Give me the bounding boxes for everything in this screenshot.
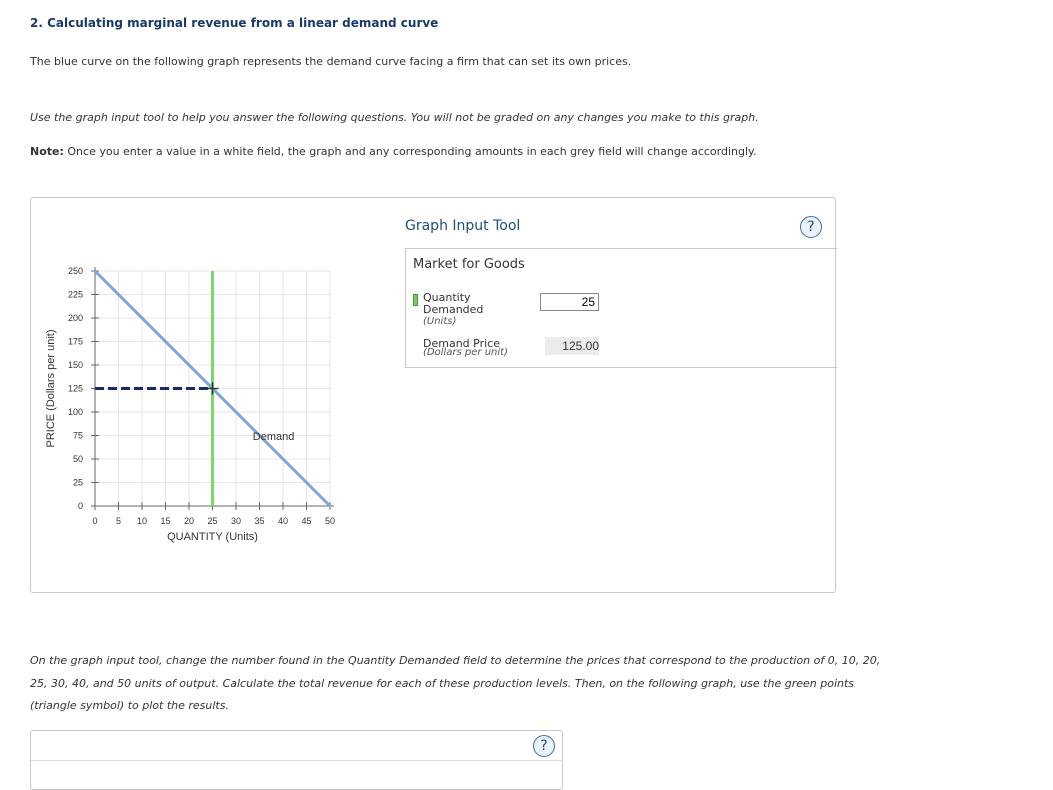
y-axis-label: PRICE (Dollars per unit) [45, 329, 57, 448]
market-title: Market for Goods [413, 257, 525, 272]
second-graph-divider [31, 760, 562, 761]
x-tick-label: 40 [277, 516, 289, 526]
intro-text: The blue curve on the following graph represents the demand curve facing a firm that can set its own prices. [30, 55, 632, 68]
y-tick-label: 175 [67, 336, 83, 347]
note-text [30, 145, 756, 158]
y-tick-label: 150 [67, 360, 83, 370]
y-tick-label: 225 [67, 289, 83, 300]
price-label: Demand Price [423, 337, 500, 350]
note-label: Note: [30, 145, 64, 158]
x-tick-label: 20 [183, 516, 195, 526]
quantity-color-swatch [413, 294, 418, 306]
instructions-text: Use the graph input tool to help you answer the following questions. You will not be graded on any changes you make to this graph. [30, 111, 759, 124]
y-tick-label: 200 [67, 313, 83, 323]
y-tick-label: 75 [72, 430, 83, 441]
y-tick-label: 0 [77, 501, 83, 511]
x-tick-label: 45 [301, 516, 312, 526]
y-tick-label: 25 [72, 477, 83, 488]
y-tick-label: 250 [67, 266, 83, 276]
x-tick-label: 10 [136, 516, 148, 526]
quantity-label-line1: Quantity [423, 291, 471, 304]
x-tick-label: 0 [92, 516, 98, 526]
x-tick-label: 30 [230, 516, 242, 526]
tool-title: Graph Input Tool [405, 218, 521, 234]
note-body: Once you enter a value in a white field, the graph and any corresponding amounts in each grey field will change accordingly. [67, 145, 757, 158]
x-axis-label: QUANTITY (Units) [167, 531, 258, 543]
chart-axes [95, 267, 334, 506]
x-tick-label: 35 [254, 516, 265, 526]
y-tick-label: 50 [72, 454, 83, 464]
demand-curve-label: Demand [252, 431, 295, 444]
chart-ticks [68, 266, 335, 526]
quantity-label [423, 292, 483, 316]
price-units: (Dollars per unit) [423, 347, 508, 358]
help-icon-2[interactable]: ? [533, 735, 555, 757]
quantity-demanded-input[interactable] [540, 293, 599, 311]
bottom-instructions: On the graph input tool, change the number found in the Quantity Demanded field to determine the prices that correspond to the production of 0, 10, 20, 25, 30, 40, and 50 units of output. Calculate the total revenue for each of these production levels. Then, on the following graph, use the green points (triangle symbol) to plot the results. [30, 654, 881, 712]
y-tick-label: 125 [67, 383, 83, 394]
x-tick-label: 50 [324, 516, 336, 526]
section-heading: 2. Calculating marginal revenue from a linear demand curve [30, 16, 439, 30]
demand-price-value: 125.00 [545, 337, 599, 355]
quantity-units: (Units) [423, 316, 457, 327]
help-icon[interactable]: ? [800, 216, 822, 238]
y-tick-label: 100 [67, 407, 83, 417]
x-tick-label: 15 [160, 516, 171, 526]
quantity-label-line2: Demanded [423, 303, 484, 316]
x-tick-label: 25 [207, 516, 218, 526]
demand-chart[interactable] [30, 197, 400, 593]
x-tick-label: 5 [115, 516, 122, 526]
